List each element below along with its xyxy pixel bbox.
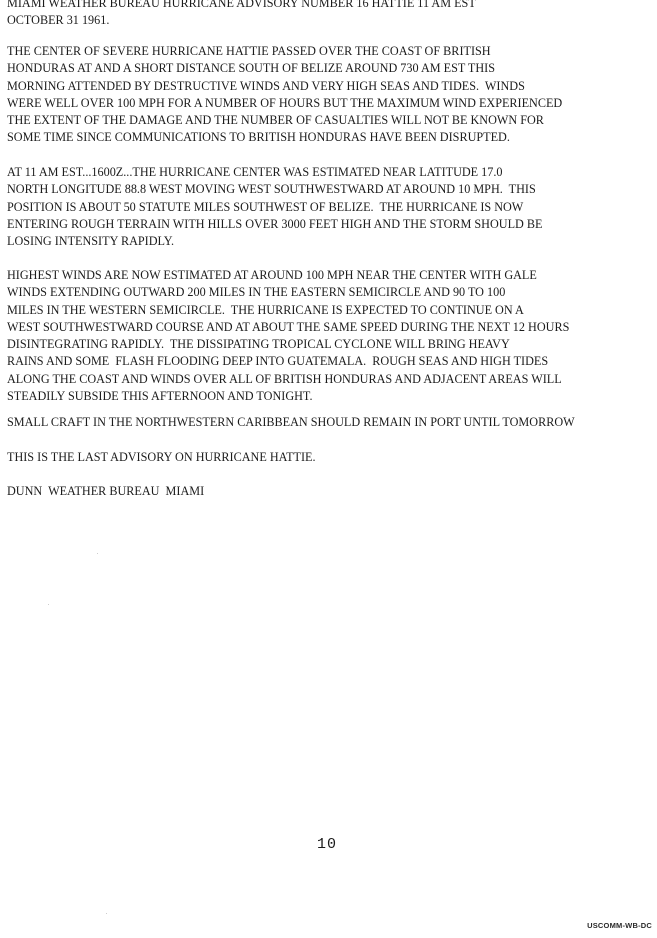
text-line: ALONG THE COAST AND WINDS OVER ALL OF BRITISH HONDURAS AND ADJACENT AREAS WILL xyxy=(7,371,562,386)
text-line: RAINS AND SOME FLASH FLOODING DEEP INTO GUATEMALA. ROUGH SEAS AND HIGH TIDES xyxy=(7,354,549,369)
text-line: LOSING INTENSITY RAPIDLY. xyxy=(7,234,175,249)
text-line: MORNING ATTENDED BY DESTRUCTIVE WINDS AND VERY HIGH SEAS AND TIDES. WINDS xyxy=(7,78,525,93)
paragraph-small-craft: SMALL CRAFT IN THE NORTHWESTERN CARIBBEAN SHOULD REMAIN IN PORT UNTIL TOMORROW xyxy=(7,415,575,429)
text-line: THE CENTER OF SEVERE HURRICANE HATTIE PASSED OVER THE COAST OF BRITISH xyxy=(7,44,491,58)
paper-speck xyxy=(106,913,107,914)
text-line: AT 11 AM EST...1600Z...THE HURRICANE CENTER WAS ESTIMATED NEAR LATITUDE 17.0 xyxy=(7,165,503,179)
paper-speck xyxy=(97,553,98,554)
advisory-header xyxy=(7,0,655,30)
paragraph-position xyxy=(7,164,655,250)
text-line: SOME TIME SINCE COMMUNICATIONS TO BRITISH HONDURAS HAVE BEEN DISRUPTED. xyxy=(7,130,510,145)
paragraph-winds-forecast xyxy=(7,267,655,405)
text-line: MILES IN THE WESTERN SEMICIRCLE. THE HURRICANE IS EXPECTED TO CONTINUE ON A xyxy=(7,302,524,317)
text-line: HONDURAS AT AND A SHORT DISTANCE SOUTH OF BELIZE AROUND 730 AM EST THIS xyxy=(7,61,495,76)
text-line: NORTH LONGITUDE 88.8 WEST MOVING WEST SOUTHWESTWARD AT AROUND 10 MPH. THIS xyxy=(7,182,536,197)
paper-speck xyxy=(48,604,49,605)
header-line: MIAMI WEATHER BUREAU HURRICANE ADVISORY NUMBER 16 HATTIE 11 AM EST xyxy=(7,0,476,10)
printer-imprint: USCOMM-WB-DC xyxy=(587,921,652,930)
text-line: WINDS EXTENDING OUTWARD 200 MILES IN THE EASTERN SEMICIRCLE AND 90 TO 100 xyxy=(7,285,506,300)
text-line: WERE WELL OVER 100 MPH FOR A NUMBER OF HOURS BUT THE MAXIMUM WIND EXPERIENCED xyxy=(7,95,563,110)
text-line: THE EXTENT OF THE DAMAGE AND THE NUMBER OF CASUALTIES WILL NOT BE KNOWN FOR xyxy=(7,113,544,128)
text-line: HIGHEST WINDS ARE NOW ESTIMATED AT AROUND 100 MPH NEAR THE CENTER WITH GALE xyxy=(7,268,537,282)
paragraph-last-advisory: THIS IS THE LAST ADVISORY ON HURRICANE HATTIE. xyxy=(7,450,316,464)
text-line: DISINTEGRATING RAPIDLY. THE DISSIPATING TROPICAL CYCLONE WILL BRING HEAVY xyxy=(7,337,510,352)
text-line: WEST SOUTHWESTWARD COURSE AND AT ABOUT THE SAME SPEED DURING THE NEXT 12 HOURS xyxy=(7,319,570,334)
paragraph-center-passage xyxy=(7,43,655,147)
text-line: POSITION IS ABOUT 50 STATUTE MILES SOUTHWEST OF BELIZE. THE HURRICANE IS NOW xyxy=(7,199,524,214)
text-line: ENTERING ROUGH TERRAIN WITH HILLS OVER 3000 FEET HIGH AND THE STORM SHOULD BE xyxy=(7,216,543,231)
page-number: 10 xyxy=(316,836,337,853)
header-line: OCTOBER 31 1961. xyxy=(7,13,110,28)
text-line: STEADILY SUBSIDE THIS AFTERNOON AND TONIGHT. xyxy=(7,389,313,404)
signature-line: DUNN WEATHER BUREAU MIAMI xyxy=(7,484,205,498)
